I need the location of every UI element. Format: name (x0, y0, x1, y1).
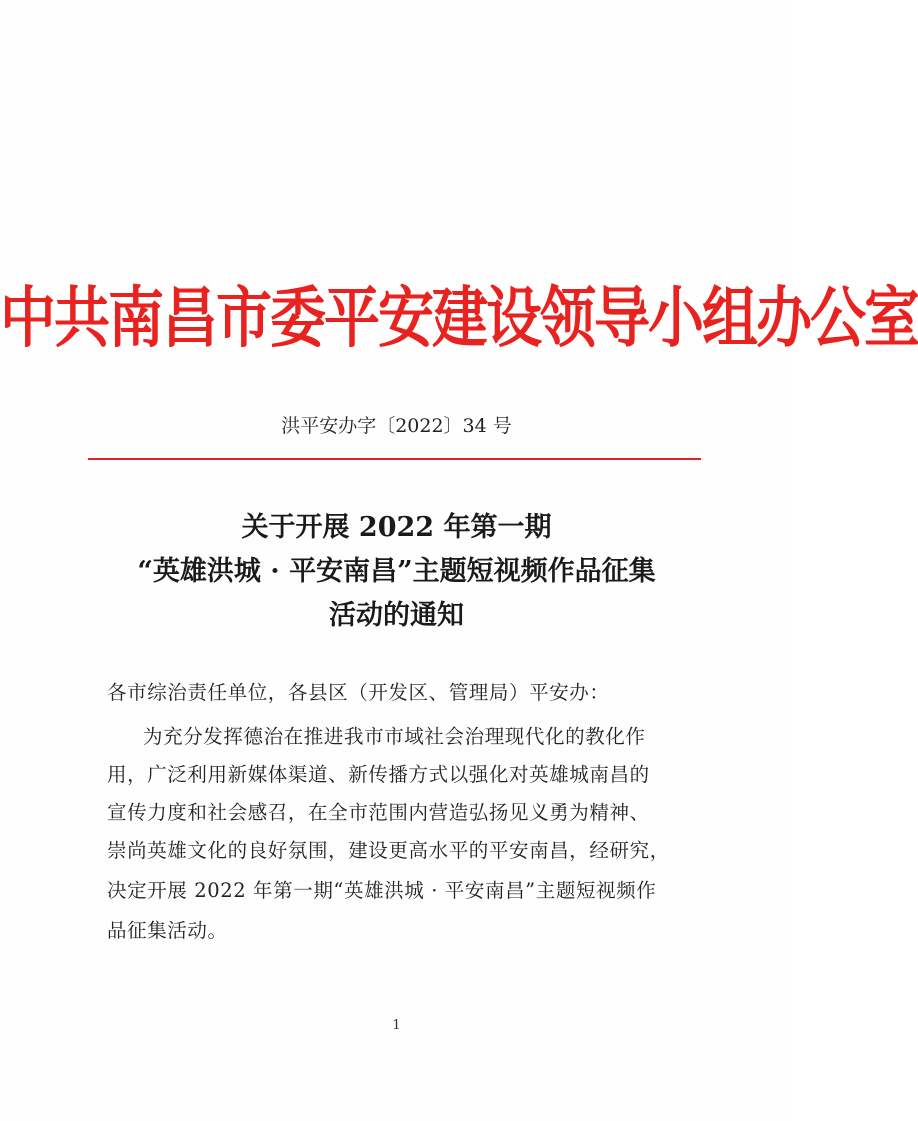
title-line-1: 关于开展 2022 年第一期 (241, 512, 552, 543)
salutation: 各市综治责任单位，各县区（开发区、管理局）平安办： (107, 681, 610, 704)
body-line: 崇尚英雄文化的良好氛围，建设更高水平的平安南昌，经研究， (107, 839, 670, 862)
body-line: 用，广泛利用新媒体渠道、新传播方式以强化对英雄城南昌的 (107, 763, 650, 786)
title-line-3: 活动的通知 (329, 600, 464, 631)
body-line: 宣传力度和社会感召，在全市范围内营造弘扬见义勇为精神、 (107, 801, 650, 824)
document-number: 洪平安办字〔2022〕34 号 (281, 415, 512, 437)
page-number: 1 (392, 1018, 401, 1033)
body-line: 为充分发挥德治在推进我市市域社会治理现代化的教化作 (143, 725, 646, 748)
body-line: 品征集活动。 (107, 919, 228, 942)
body-line: 决定开展 2022 年第一期“英雄洪城 · 平安南昌”主题短视频作 (107, 879, 657, 902)
red-divider-line (88, 458, 701, 460)
issuer-heading: 中共南昌市委平安建设领导小组办公室 (0, 280, 918, 357)
title-line-2: “英雄洪城 · 平安南昌”主题短视频作品征集 (137, 556, 656, 587)
